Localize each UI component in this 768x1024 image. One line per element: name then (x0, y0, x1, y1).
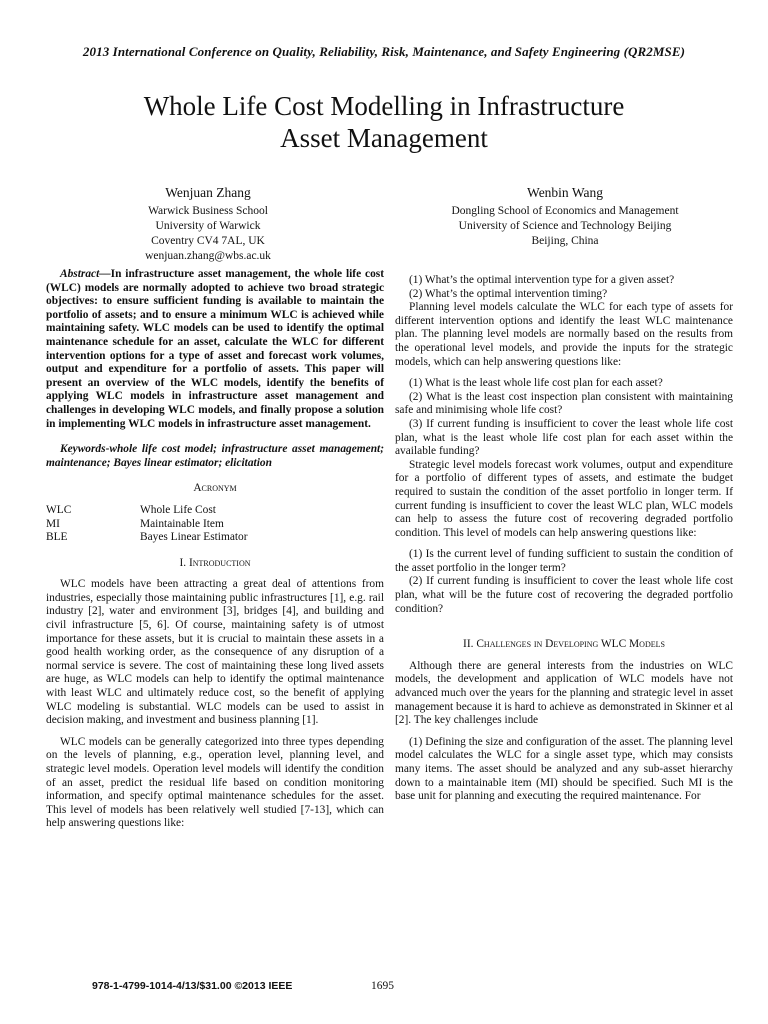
title-line-2: Asset Management (280, 123, 488, 153)
acronym-key: MI (46, 517, 60, 530)
acronym-value: Bayes Linear Estimator (140, 531, 248, 544)
question-item: (2) What is the least cost inspection plan consistent with maintaining safe and minimising whole life cost? (395, 390, 733, 417)
author-block-1 (48, 184, 368, 264)
author-affiliation: Dongling School of Economics and Management (451, 205, 679, 217)
abstract-label: Abstract— (60, 268, 111, 280)
planning-paragraph: Planning level models calculate the WLC for each type of assets for different intervention options and identify the least WLC maintenance plan. The planning level models are normally based on the results from the operational level models, and provide the inputs for the strategic models, which can help answering questions like: (395, 301, 733, 368)
challenge-item: (1) Defining the size and configuration of the asset. The planning level model calculates the WLC for a single asset type, which may consists many items. The asset should be analyzed and any sub-asset hierarchy down to a maintainable item (MI) should be specified. Such MI is the base unit for planning and executing the required maintenance. For (395, 735, 733, 803)
intro-paragraph-2: WLC models can be generally categorized into three types depending on the levels of planning, e.g., operation level, planning level, and strategic level models. Operation level models will identify the condition of an asset, predict the residual life based on condition monitoring information, and specify optimal maintenance schedules for the asset. This level of models has been relatively well studied [7-13], which can help answering questions like: (46, 735, 384, 830)
acronym-row (46, 531, 384, 545)
section-heading-introduction: I. Introduction (179, 556, 251, 569)
author-address: Coventry CV4 7AL, UK (151, 235, 265, 247)
title-line-1: Whole Life Cost Modelling in Infrastructure (143, 91, 625, 121)
acronym-row (46, 504, 384, 518)
author-affiliation: University of Science and Technology Beijing (458, 220, 672, 232)
question-item: (3) If current funding is insufficient to cover the least whole life cost plan, what is the least whole life cost plan for each asset within the available funding? (395, 417, 733, 458)
question-item: (2) If current funding is insufficient to cover the least whole life cost plan, what will be the future cost of recovering the degraded portfolio condition? (395, 575, 733, 615)
acronym-row (46, 518, 384, 532)
keywords: Keywords-whole life cost model; infrastructure asset management; maintenance; Bayes linear estimator; elicitation (46, 443, 384, 469)
intro-paragraph-1: WLC models have been attracting a great deal of attentions from industries, especially those maintaining public infrastructures [1], e.g. rail industry [2], water and environment [3], bridges [4], and building and civil infrastructure [5, 6]. Of course, maintaining safety is of utmost importance for these assets, but it is crucial to maintain these assets in a good health working order, as the consequence of any disruption of a normal service is severe. The cost of maintaining these long lived assets are huge, as WLC models can help to identify the optimal maintenance with least WLC and ultimately reduce cost, so the benefit of applying WLC modeling is substantial. WLC models can be used to assist in decision making, and investment and business planning [1]. (46, 578, 384, 727)
question-item: (1) What is the least whole life cost plan for each asset? (409, 377, 663, 390)
right-column (395, 268, 733, 804)
author-name: Wenbin Wang (527, 185, 603, 200)
question-item: (1) What’s the optimal intervention type for a given asset? (409, 274, 675, 286)
acronym-key: WLC (46, 503, 72, 516)
abstract (46, 268, 384, 431)
author-address: Beijing, China (531, 235, 599, 247)
author-email: wenjuan.zhang@wbs.ac.uk (145, 250, 271, 262)
paper-title (0, 90, 768, 154)
strategic-paragraph: Strategic level models forecast work volumes, output and expenditure for a portfolio of different types of assets, and estimate the budget required to sustain the condition of the asset portfolio in longer term. If current funding is insufficient to cover the least WLC plan, WLC models can help to assess the future cost of recovering degraded portfolio condition. This level of models can help answering questions like: (395, 458, 733, 539)
author-name: Wenjuan Zhang (165, 185, 251, 200)
acronym-value: Whole Life Cost (140, 503, 216, 516)
conference-header: 2013 International Conference on Quality, Reliability, Risk, Maintenance, and Safety Engineering (QR2MSE) (82, 44, 686, 59)
abstract-text: In infrastructure asset management, the whole life cost (WLC) models are normally adopted to achieve two broad strategic objectives: to ensure sufficient funding is available to maintain the portfolio of assets; and to ensure a minimum WLC is achieved while maintaining safety. WLC models can be used to identify the optimal maintenance schedule for an asset, calculate the WLC for different intervention options for a type of asset and forecast work volumes, output and expenditure for a portfolio of assets. This paper will present an overview of the WLC models, identify the benefits of applying WLC models in infrastructure asset management and challenges in developing WLC models, and finally propose a solution in implementing WLC models in infrastructure asset management. (46, 268, 384, 430)
acronym-value: Maintainable Item (140, 517, 224, 530)
challenges-paragraph: Although there are general interests from the industries on WLC models, the development and application of WLC models have not advanced much over the years for the planning and strategic level in asset management because it is hard to achieve as demonstrated in Skinner et al [2]. The key challenges include (395, 659, 733, 727)
acronym-key: BLE (46, 531, 68, 544)
author-affiliation: University of Warwick (155, 220, 261, 232)
left-column (46, 268, 384, 831)
acronym-heading: Acronym (193, 482, 237, 495)
page-number: 1695 (371, 980, 394, 992)
section-heading-challenges: II. Challenges in Developing WLC Models (463, 638, 665, 651)
isbn-footer: 978-1-4799-1014-4/13/$31.00 ©2013 IEEE (92, 980, 293, 992)
author-affiliation: Warwick Business School (148, 205, 268, 217)
question-item: (1) Is the current level of funding sufficient to sustain the condition of the asset portfolio in the longer term? (395, 548, 733, 574)
question-item: (2) What’s the optimal intervention timing? (409, 287, 608, 300)
author-block-2 (405, 184, 725, 249)
